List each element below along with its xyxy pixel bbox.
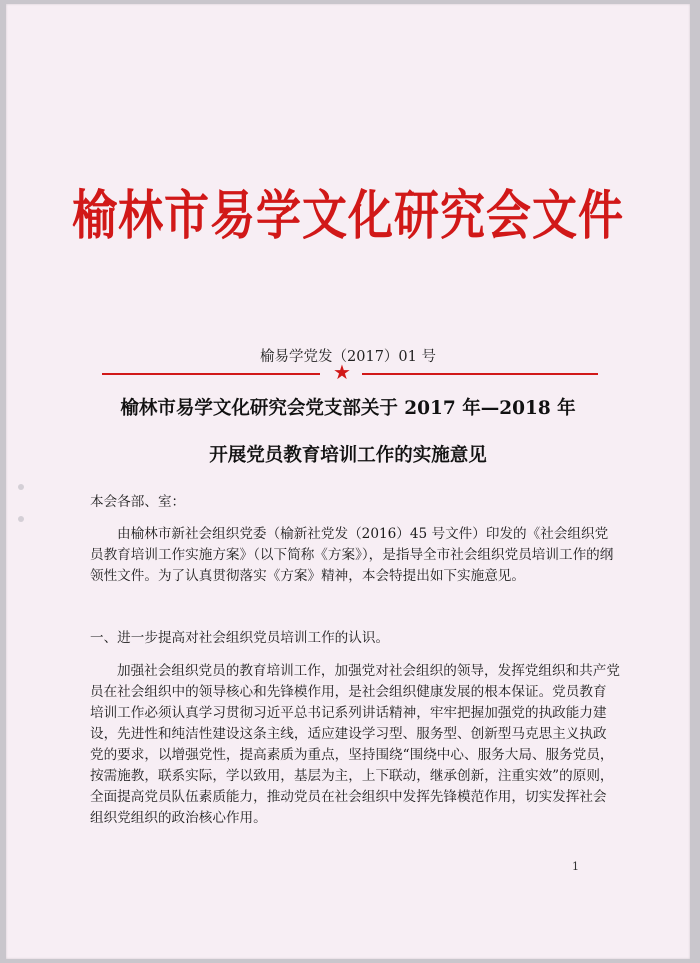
star-icon: ★ bbox=[333, 360, 351, 384]
red-header-title: 榆林市易学文化研究会文件 bbox=[71, 183, 624, 247]
red-separator-line-left bbox=[102, 373, 320, 375]
page-number: 1 bbox=[572, 860, 579, 873]
document-page bbox=[6, 4, 690, 959]
document-title-line-1: 榆林市易学文化研究会党支部关于 2017 年—2018 年 bbox=[120, 398, 576, 419]
section-heading-1: 一、进一步提高对社会组织党员培训工作的认识。 bbox=[90, 630, 390, 646]
paragraph-section-1: 加强社会组织党员的教育培训工作，加强党对社会组织的领导，发挥党组织和共产党员在社会组织中的领导核心和先锋模作用，是社会组织健康发展的根本保证。党员教育培训工作必须认真学习贯彻习近平总书记系列讲话精神，牢牢把握加强党的执政能力建设，先进性和纯洁性建设这条主线，适应建设学习型、服务型、创新型马克思主义执政党的要求，以增强党性，提高素质为重点，坚持围绕“围绕中心、服务大局、服务党员，按需施教，联系实际，学以致用，基层为主，上下联动，继承创新，注重实效”的原则，全面提高党员队伍素质能力，推动党员在社会组织中发挥先锋模范作用，切实发挥社会组织党组织的政治核心作用。 bbox=[90, 663, 620, 826]
salutation: 本会各部、室： bbox=[90, 494, 186, 510]
document-title-line-2: 开展党员教育培训工作的实施意见 bbox=[209, 445, 487, 466]
binding-hole bbox=[18, 484, 24, 490]
binding-hole bbox=[18, 516, 24, 522]
paragraph-intro: 由榆林市新社会组织党委（榆新社党发（2016）45 号文件）印发的《社会组织党员教育培训工作实施方案》（以下简称《方案》），是指导全市社会组织党员培训工作的纲领性文件。为了认真贯彻落实《方案》精神，本会特提出如下实施意见。 bbox=[90, 526, 614, 584]
document-number: 榆易学党发（2017）01 号 bbox=[260, 349, 436, 365]
red-separator-line-right bbox=[362, 373, 598, 375]
